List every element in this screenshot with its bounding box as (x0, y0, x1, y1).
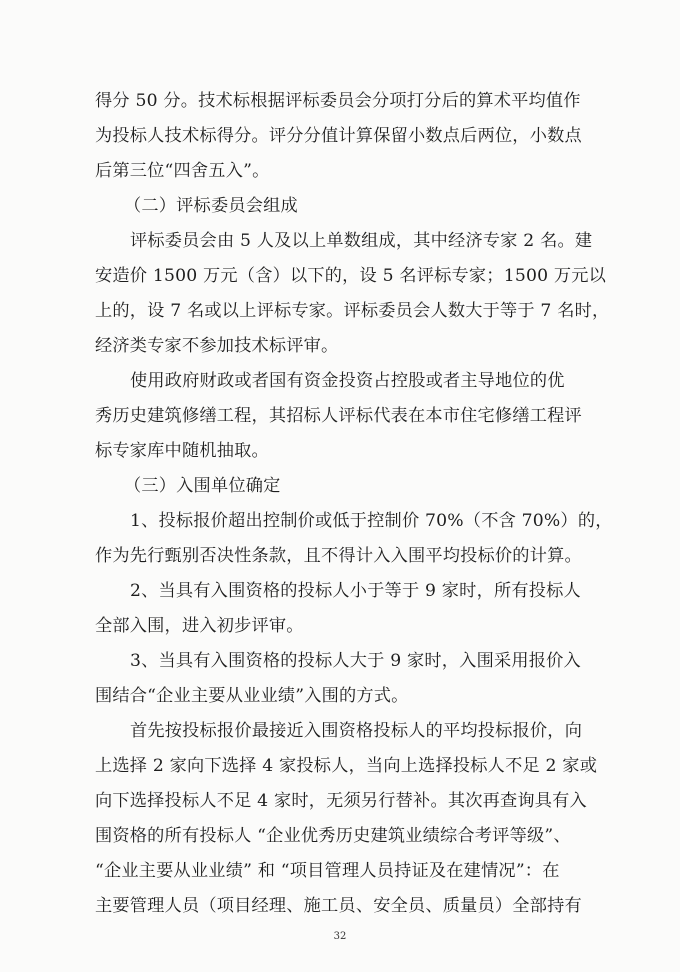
text-line: 主要管理人员（项目经理、施工员、安全员、质量员）全部持有 (95, 896, 582, 916)
text-line: 标专家库中随机抽取。 (95, 441, 269, 461)
section-heading: （二）评标委员会组成 (124, 196, 298, 216)
text-line: 上选择 2 家向下选择 4 家投标人，当向上选择投标人不足 2 家或 (95, 756, 598, 776)
text-line: 使用政府财政或者国有资金投资占控股或者主导地位的优 (130, 371, 565, 391)
text-line: 评标委员会由 5 人及以上单数组成，其中经济专家 2 名。建 (130, 231, 593, 251)
text-line: 围结合“企业主要从业业绩”入围的方式。 (95, 686, 409, 706)
text-line: 围资格的所有投标人 “企业优秀历史建筑业绩综合考评等级”、 (95, 826, 571, 846)
text-line: 3、当具有入围资格的投标人大于 9 家时，入围采用报价入 (130, 651, 581, 671)
page-number: 32 (333, 931, 347, 942)
text-line: 2、当具有入围资格的投标人小于等于 9 家时，所有投标人 (130, 581, 581, 601)
text-line: 向下选择投标人不足 4 家时，无须另行替补。其次再查询具有入 (95, 791, 587, 811)
text-line: 作为先行甄别否决性条款，且不得计入入围平均投标价的计算。 (95, 546, 582, 566)
text-line: 后第三位“四舍五入”。 (95, 161, 270, 181)
text-line: 上的，设 7 名或以上评标专家。评标委员会人数大于等于 7 名时， (95, 301, 610, 321)
text-line: 经济类专家不参加技术标评审。 (95, 336, 339, 356)
text-line: “企业主要从业业绩” 和 “项目管理人员持证及在建情况”：在 (95, 861, 560, 881)
text-line: 秀历史建筑修缮工程，其招标人评标代表在本市住宅修缮工程评 (95, 406, 582, 426)
text-line: 1、投标报价超出控制价或低于控制价 70%（不含 70%）的， (130, 511, 613, 531)
text-line: 安造价 1500 万元（含）以下的，设 5 名评标专家；1500 万元以 (95, 266, 607, 286)
text-line: 为投标人技术标得分。评分分值计算保留小数点后两位，小数点 (95, 126, 582, 146)
text-line: 得分 50 分。技术标根据评标委员会分项打分后的算术平均值作 (95, 91, 581, 111)
text-line: 首先按投标报价最接近入围资格投标人的平均投标报价，向 (130, 721, 583, 741)
section-heading: （三）入围单位确定 (124, 476, 281, 496)
text-line: 全部入围，进入初步评审。 (95, 616, 304, 636)
